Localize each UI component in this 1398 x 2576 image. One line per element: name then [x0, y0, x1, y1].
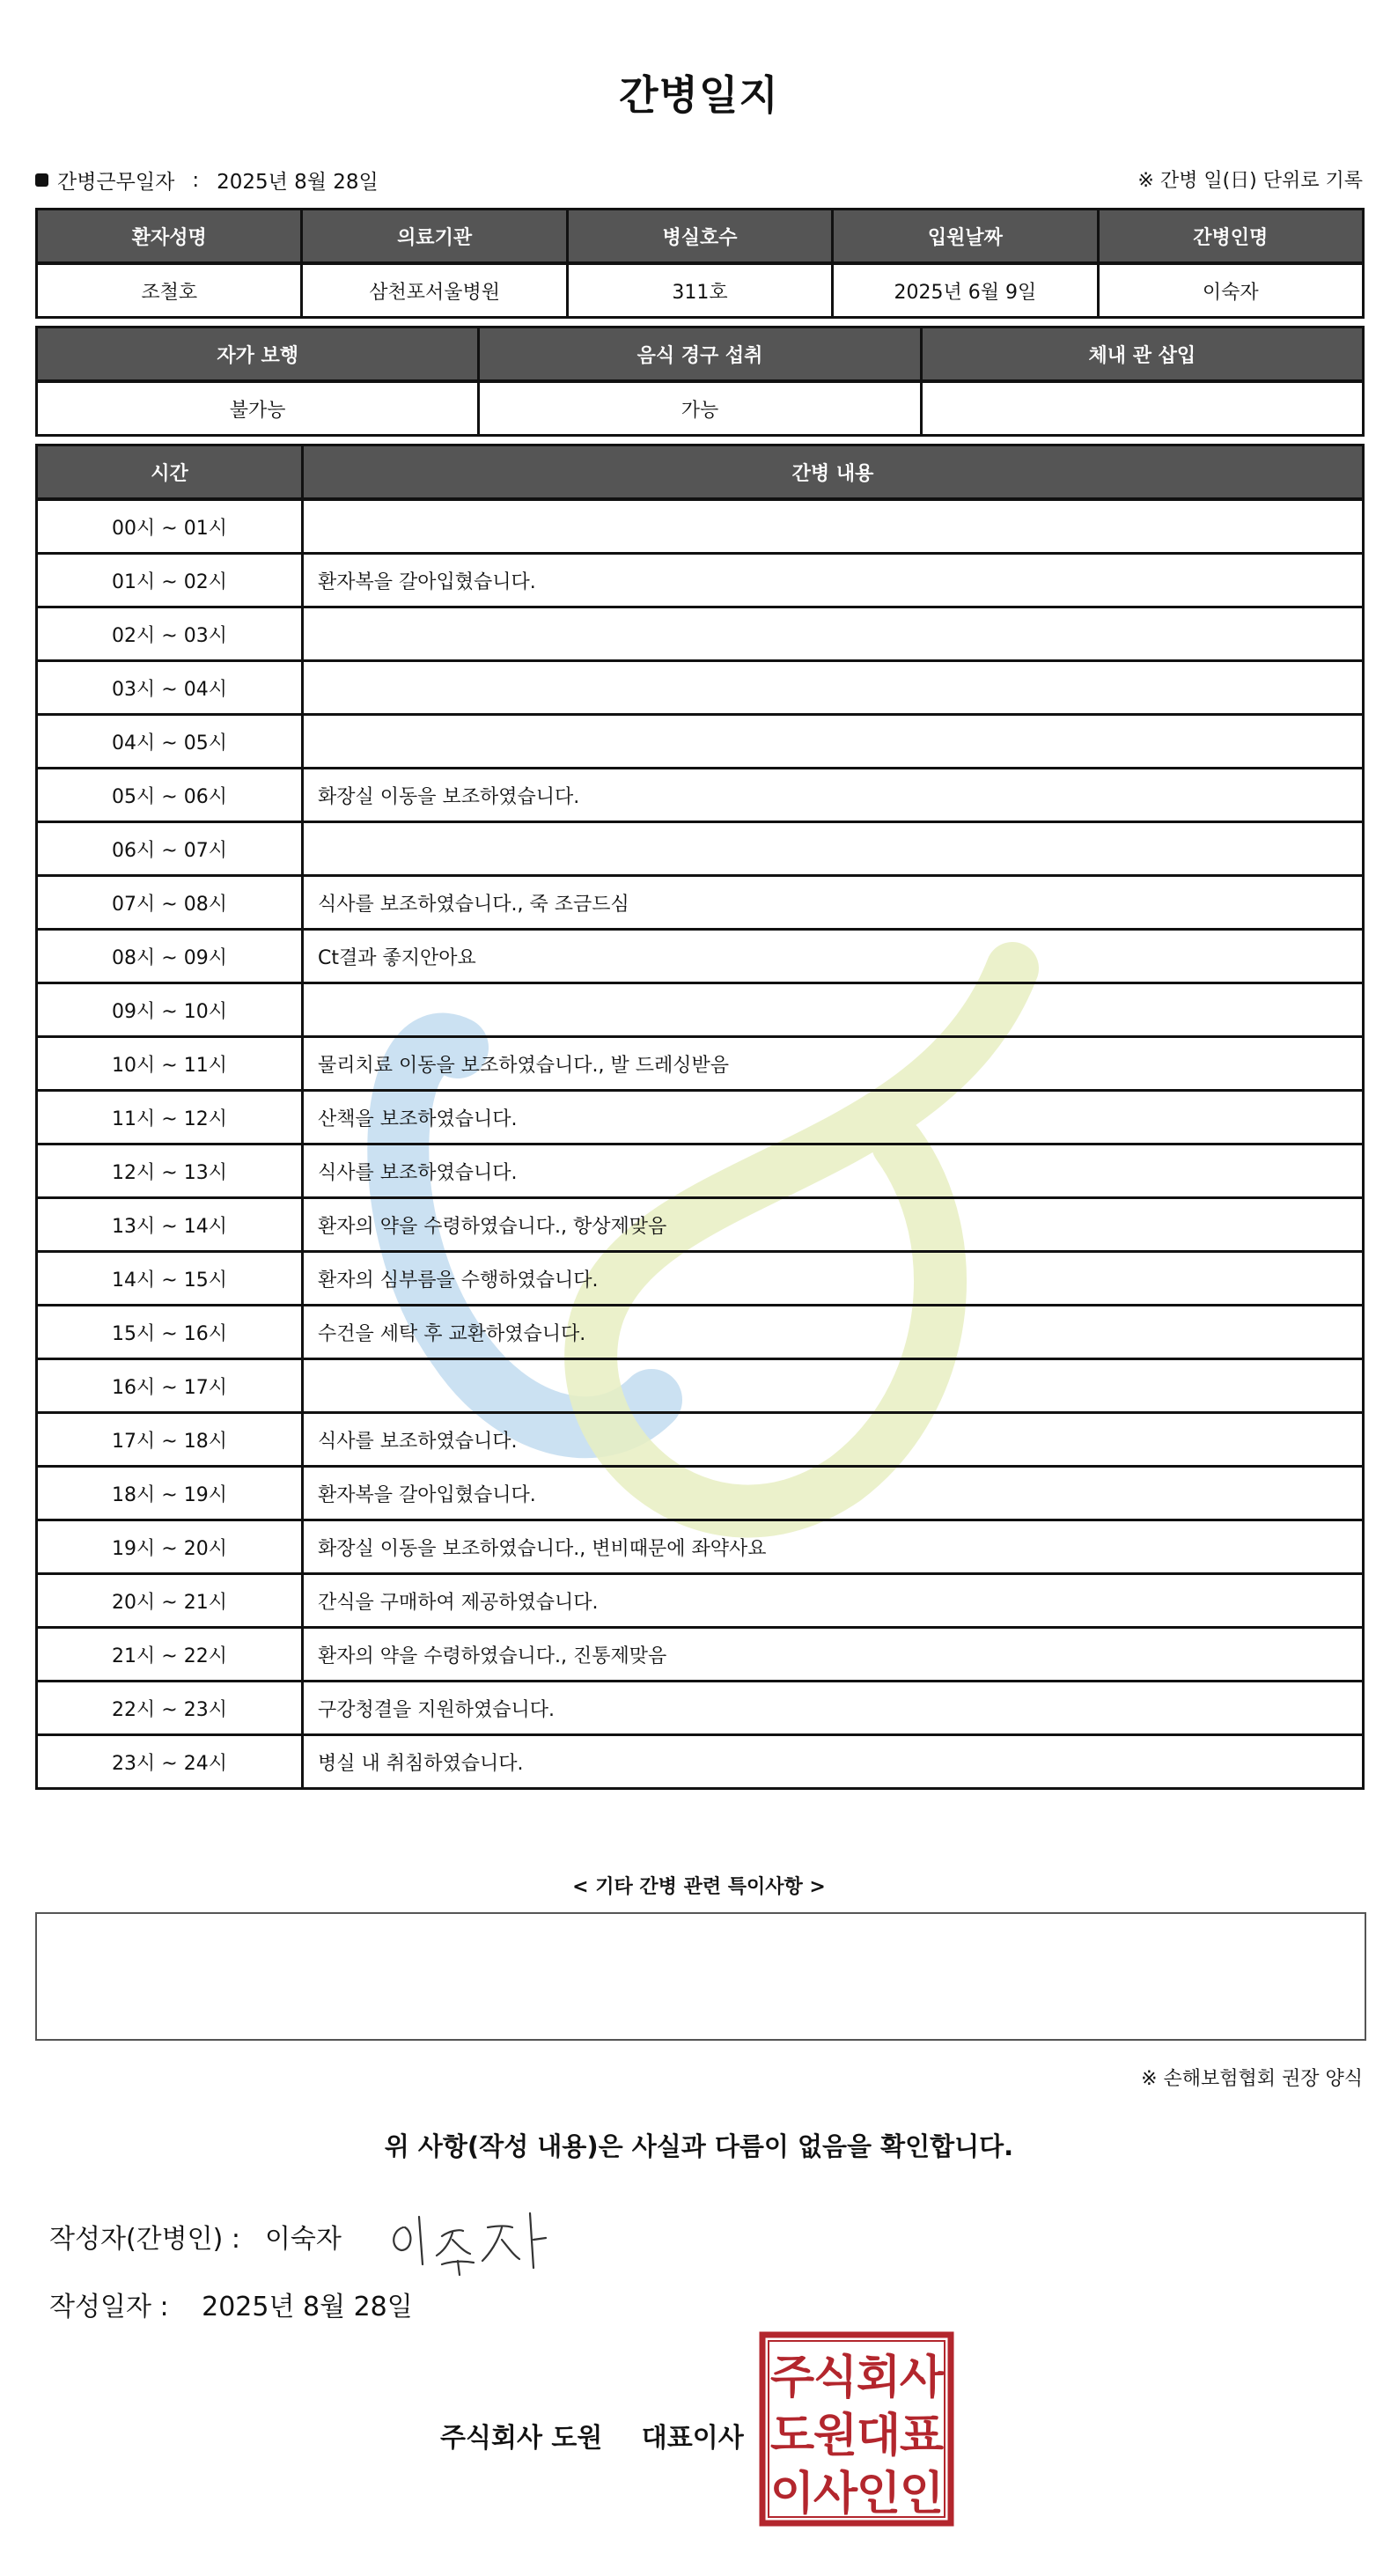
patient-header-cell: 입원날짜 — [833, 210, 1098, 264]
table-row — [37, 1252, 1364, 1306]
care-content-cell — [303, 607, 1364, 661]
time-cell: 17시 ~ 18시 — [37, 1413, 303, 1467]
care-content-cell — [303, 1359, 1364, 1413]
care-content-cell: 간식을 구매하여 제공하였습니다. — [303, 1574, 1364, 1628]
care-content-cell: 식사를 보조하였습니다. — [303, 1413, 1364, 1467]
table-row — [37, 1091, 1364, 1144]
work-date-value: 2025년 8월 28일 — [217, 171, 379, 194]
ability-header-cell: 자가 보행 — [37, 328, 479, 382]
time-cell: 16시 ~ 17시 — [37, 1359, 303, 1413]
patient-header-cell: 병실호수 — [567, 210, 832, 264]
care-content-cell — [303, 661, 1364, 715]
writer-label: 작성자(간병인) : — [49, 2224, 240, 2255]
patient-header-cell: 의료기관 — [302, 210, 567, 264]
page-title: 간병일지 — [619, 71, 779, 119]
work-date-label: 간병근무일자 — [57, 171, 175, 194]
unit-note: ※ 간병 일(日) 단위로 기록 — [1137, 170, 1363, 192]
time-cell: 21시 ~ 22시 — [37, 1628, 303, 1682]
care-content-cell: 환자복을 갈아입혔습니다. — [303, 554, 1364, 607]
seal-character: 인 — [899, 2468, 945, 2521]
signature-image — [379, 2201, 555, 2280]
time-cell: 03시 ~ 04시 — [37, 661, 303, 715]
care-content-cell: 병실 내 취침하였습니다. — [303, 1735, 1364, 1789]
table-row — [37, 930, 1364, 983]
time-cell: 02시 ~ 03시 — [37, 607, 303, 661]
time-cell: 07시 ~ 08시 — [37, 876, 303, 930]
table-row — [37, 715, 1364, 769]
care-content-cell: 환자의 약을 수령하였습니다., 진통제맞음 — [303, 1628, 1364, 1682]
time-cell: 14시 ~ 15시 — [37, 1252, 303, 1306]
time-cell: 12시 ~ 13시 — [37, 1144, 303, 1198]
table-row — [37, 1359, 1364, 1413]
time-cell: 08시 ~ 09시 — [37, 930, 303, 983]
remarks-box — [35, 1912, 1366, 2041]
patient-header-cell: 간병인명 — [1098, 210, 1363, 264]
company-seal-stamp — [759, 2331, 954, 2527]
table-row — [37, 499, 1364, 554]
care-content-cell — [303, 983, 1364, 1037]
patient-name-cell: 조철호 — [37, 263, 302, 318]
write-date-value: 2025년 8월 28일 — [202, 2292, 413, 2322]
seal-character: 회 — [856, 2352, 901, 2404]
care-content-cell — [303, 822, 1364, 876]
company-signature-line — [440, 2416, 744, 2455]
care-content-cell: 산책을 보조하였습니다. — [303, 1091, 1364, 1144]
time-cell: 13시 ~ 14시 — [37, 1198, 303, 1252]
care-content-cell: 구강청결을 지원하였습니다. — [303, 1682, 1364, 1735]
confirmation-statement: 위 사항(작성 내용)은 사실과 다름이 없음을 확인합니다. — [384, 2131, 1014, 2161]
remarks-title: < 기타 간병 관련 특이사항 > — [572, 1876, 826, 1898]
care-content-cell: 화장실 이동을 보조하였습니다. — [303, 769, 1364, 822]
table-row — [37, 876, 1364, 930]
care-content-cell: 환자복을 갈아입혔습니다. — [303, 1467, 1364, 1520]
care-content-cell: 물리치료 이동을 보조하였습니다., 발 드레싱받음 — [303, 1037, 1364, 1091]
table-row — [37, 1735, 1364, 1789]
seal-character: 이 — [769, 2468, 815, 2521]
seal-character: 대 — [856, 2410, 901, 2462]
care-content-cell: Ct결과 좋지안아요 — [303, 930, 1364, 983]
company-name: 주식회사 도원 — [440, 2423, 603, 2454]
table-row — [37, 1306, 1364, 1359]
table-row — [37, 554, 1364, 607]
time-cell: 04시 ~ 05시 — [37, 715, 303, 769]
seal-character: 원 — [813, 2410, 858, 2462]
time-header: 시간 — [37, 445, 303, 500]
table-row — [37, 1198, 1364, 1252]
care-content-cell: 식사를 보조하였습니다., 죽 조금드심 — [303, 876, 1364, 930]
company-role: 대표이사 — [641, 2423, 744, 2454]
care-content-cell — [303, 715, 1364, 769]
table-row — [37, 1413, 1364, 1467]
bullet-icon — [35, 173, 48, 187]
seal-character: 표 — [899, 2410, 945, 2462]
content-header: 간병 내용 — [303, 445, 1364, 500]
seal-character: 인 — [856, 2468, 901, 2521]
hospital-cell: 삼천포서울병원 — [302, 263, 567, 318]
patient-header-cell: 환자성명 — [37, 210, 302, 264]
time-cell: 15시 ~ 16시 — [37, 1306, 303, 1359]
care-log-table — [35, 444, 1365, 1790]
table-row — [37, 607, 1364, 661]
table-row — [37, 769, 1364, 822]
time-cell: 01시 ~ 02시 — [37, 554, 303, 607]
seal-character: 도 — [769, 2410, 815, 2462]
time-cell: 09시 ~ 10시 — [37, 983, 303, 1037]
seal-character: 사 — [813, 2468, 858, 2521]
care-content-cell — [303, 499, 1364, 554]
ability-table — [35, 326, 1365, 437]
time-cell: 11시 ~ 12시 — [37, 1091, 303, 1144]
admission-date-cell: 2025년 6월 9일 — [833, 263, 1098, 318]
table-row — [37, 1628, 1364, 1682]
time-cell: 18시 ~ 19시 — [37, 1467, 303, 1520]
time-cell: 10시 ~ 11시 — [37, 1037, 303, 1091]
work-date — [35, 166, 379, 195]
patient-info-table — [35, 208, 1365, 319]
write-date — [49, 2285, 413, 2323]
table-row — [37, 1574, 1364, 1628]
time-cell: 06시 ~ 07시 — [37, 822, 303, 876]
care-content-cell: 환자의 약을 수령하였습니다., 항상제맞음 — [303, 1198, 1364, 1252]
time-cell: 20시 ~ 21시 — [37, 1574, 303, 1628]
care-content-cell: 식사를 보조하였습니다. — [303, 1144, 1364, 1198]
time-cell: 05시 ~ 06시 — [37, 769, 303, 822]
tube-insertion-cell — [921, 381, 1363, 436]
walking-cell: 불가능 — [37, 381, 479, 436]
time-cell: 22시 ~ 23시 — [37, 1682, 303, 1735]
writer-name: 이숙자 — [264, 2224, 342, 2255]
ability-header-cell: 체내 관 삽입 — [921, 328, 1363, 382]
seal-character: 사 — [899, 2352, 945, 2404]
table-row — [37, 1520, 1364, 1574]
write-date-label: 작성일자 : — [49, 2292, 169, 2322]
table-row — [37, 1144, 1364, 1198]
table-row — [37, 1682, 1364, 1735]
table-row — [37, 822, 1364, 876]
seal-character: 식 — [813, 2352, 858, 2404]
form-note: ※ 손해보험협회 권장 양식 — [1141, 2068, 1363, 2090]
time-cell: 19시 ~ 20시 — [37, 1520, 303, 1574]
table-row — [37, 661, 1364, 715]
caregiver-name-cell: 이숙자 — [1098, 263, 1363, 318]
time-cell: 23시 ~ 24시 — [37, 1735, 303, 1789]
work-date-separator: : — [192, 168, 200, 192]
care-content-cell: 수건을 세탁 후 교환하였습니다. — [303, 1306, 1364, 1359]
table-row — [37, 1467, 1364, 1520]
oral-intake-cell: 가능 — [479, 381, 921, 436]
ability-header-cell: 음식 경구 섭취 — [479, 328, 921, 382]
room-number-cell: 311호 — [567, 263, 832, 318]
care-content-cell: 화장실 이동을 보조하였습니다., 변비때문에 좌약사요 — [303, 1520, 1364, 1574]
time-cell: 00시 ~ 01시 — [37, 499, 303, 554]
care-content-cell: 환자의 심부름을 수행하였습니다. — [303, 1252, 1364, 1306]
writer-line — [49, 2217, 342, 2256]
table-row — [37, 983, 1364, 1037]
seal-character: 주 — [769, 2352, 815, 2404]
table-row — [37, 1037, 1364, 1091]
